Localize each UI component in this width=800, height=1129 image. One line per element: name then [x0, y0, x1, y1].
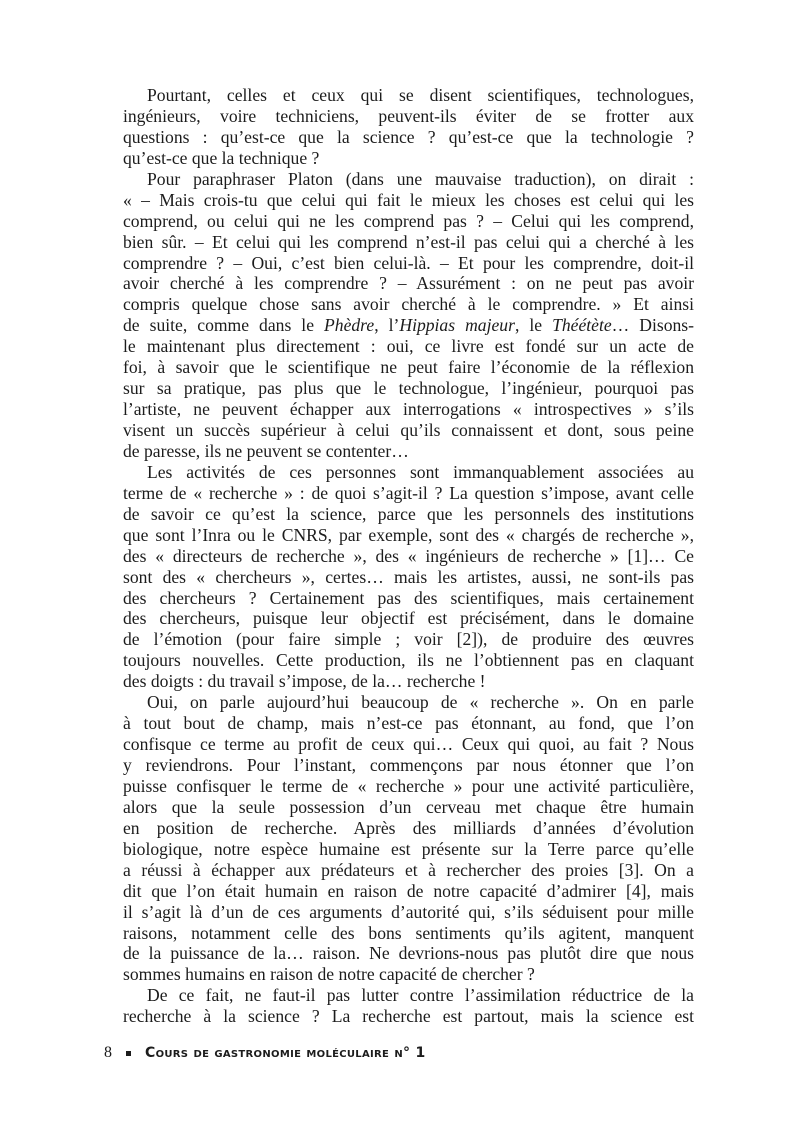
- text-line: Les activités de ces personnes sont immanquablement associées au: [147, 461, 694, 482]
- text-line: raisons, notamment celle des bons sentiments qu’ils agitent, manquent: [123, 922, 694, 943]
- text-line: de l’émotion (pour faire simple ; voir [2]), de produire des œuvres: [123, 629, 694, 650]
- body-text: [123, 85, 694, 1027]
- text-line: comprend, ou celui qui ne les comprend pas ? – Celui qui les comprend,: [123, 210, 694, 231]
- paragraph: [123, 85, 694, 169]
- text-line: sur sa pratique, pas plus que le technologue, l’ingénieur, pourquoi pas: [123, 378, 694, 399]
- text-line: de suite, comme dans le Phèdre, l’Hippias majeur, le Théétète… Disons-: [123, 315, 695, 336]
- text-line: De ce fait, ne faut-il pas lutter contre l’assimilation réductrice de la: [147, 985, 694, 1006]
- text-line: « – Mais crois-tu que celui qui fait le mieux les choses est celui qui les: [123, 189, 694, 210]
- text-line: visent un succès supérieur à celui qu’ils connaissent et dont, sous peine: [123, 420, 694, 440]
- text-line: confisque ce terme au profit de ceux qui… Ceux qui quoi, au fait ? Nous: [123, 734, 694, 755]
- text-line: que sont l’Inra ou le CNRS, par exemple, sont des « chargés de recherche »,: [123, 524, 694, 545]
- text-line: puisse confisquer le terme de « recherche » pour une activité particulière,: [123, 775, 694, 796]
- page-number: 8: [104, 1044, 112, 1061]
- text-line: dit que l’on était humain en raison de notre capacité d’admirer [4], mais: [123, 880, 694, 901]
- text-line: Oui, on parle aujourd’hui beaucoup de « recherche ». On en parle: [147, 692, 694, 713]
- square-bullet-icon: [126, 1051, 131, 1056]
- text-line: foi, à savoir que le scientifique ne peut faire l’économie de la réflexion: [123, 357, 694, 378]
- text-line: compris quelque chose sans avoir cherché à le comprendre. » Et ainsi: [123, 294, 694, 315]
- text-line: des « directeurs de recherche », des « ingénieurs de recherche » [1]… Ce: [123, 545, 694, 566]
- running-title: Cours de gastronomie moléculaire n° 1: [145, 1045, 426, 1061]
- text-line: de savoir ce qu’est la science, parce que les personnels des institutions: [123, 503, 694, 524]
- text-line: questions : qu’est-ce que la science ? qu’est-ce que la technologie ?: [123, 126, 694, 147]
- text-line: terme de « recherche » : de quoi s’agit-il ? La question s’impose, avant celle: [123, 482, 694, 503]
- text-line: de la puissance de la… raison. Ne devrions-nous pas plutôt dire que nous: [123, 943, 694, 964]
- text-line: bien sûr. – Et celui qui les comprend n’est-il pas celui qui a cherché à les: [123, 231, 694, 252]
- text-line: à tout bout de champ, mais n’est-ce pas étonnant, au fond, que l’on: [123, 713, 694, 734]
- paragraph: [123, 169, 694, 462]
- paragraph: [123, 692, 694, 985]
- text-line: biologique, notre espèce humaine est présente sur la Terre parce qu’elle: [123, 838, 694, 859]
- paragraph: [123, 985, 694, 1027]
- text-line: a réussi à échapper aux prédateurs et à rechercher des proies [3]. On a: [123, 859, 694, 880]
- text-line: avoir cherché à les comprendre ? – Assurément : on ne peut pas avoir: [123, 273, 694, 294]
- text-line: des chercheurs ? Certainement pas des scientifiques, mais certainement: [123, 587, 694, 608]
- text-line: ingénieurs, voire techniciens, peuvent-ils éviter de se frotter aux: [123, 105, 694, 126]
- paragraph: [123, 462, 694, 692]
- text-line: le maintenant plus directement : oui, ce livre est fondé sur un acte de: [123, 336, 694, 357]
- text-line: Pour paraphraser Platon (dans une mauvaise traduction), on dirait :: [147, 168, 694, 189]
- text-line: sommes humains en raison de notre capacité de chercher ?: [123, 964, 535, 985]
- text-line: sont des « chercheurs », certes… mais les artistes, aussi, ne sont-ils pas: [123, 566, 694, 587]
- text-line: qu’est-ce que la technique ?: [123, 147, 320, 168]
- text-line: des chercheurs, puisque leur objectif est précisément, dans le domaine: [123, 608, 694, 629]
- text-line: en position de recherche. Après des milliards d’années d’évolution: [123, 817, 694, 838]
- text-line: y reviendrons. Pour l’instant, commençons par nous étonner que l’on: [123, 755, 694, 775]
- text-line: des doigts : du travail s’impose, de la… recherche !: [123, 671, 486, 692]
- text-line: toujours nouvelles. Cette production, ils ne l’obtiennent pas en claquant: [123, 650, 694, 671]
- text-line: comprendre ? – Oui, c’est bien celui-là. – Et pour les comprendre, doit-il: [123, 252, 694, 273]
- text-line: Pourtant, celles et ceux qui se disent scientifiques, technologues,: [147, 85, 694, 105]
- text-line: alors que la seule possession d’un cerveau met chaque être humain: [123, 796, 694, 817]
- text-line: de paresse, ils ne peuvent se contenter…: [123, 440, 409, 461]
- text-line: il s’agit là d’un de ces arguments d’autorité qui, s’ils séduisent pour mille: [123, 901, 694, 922]
- text-line: recherche à la science ? La recherche est partout, mais la science est: [123, 1006, 694, 1027]
- text-line: l’artiste, ne peuvent échapper aux interrogations « introspectives » s’ils: [123, 399, 694, 420]
- page-footer: [104, 1044, 426, 1062]
